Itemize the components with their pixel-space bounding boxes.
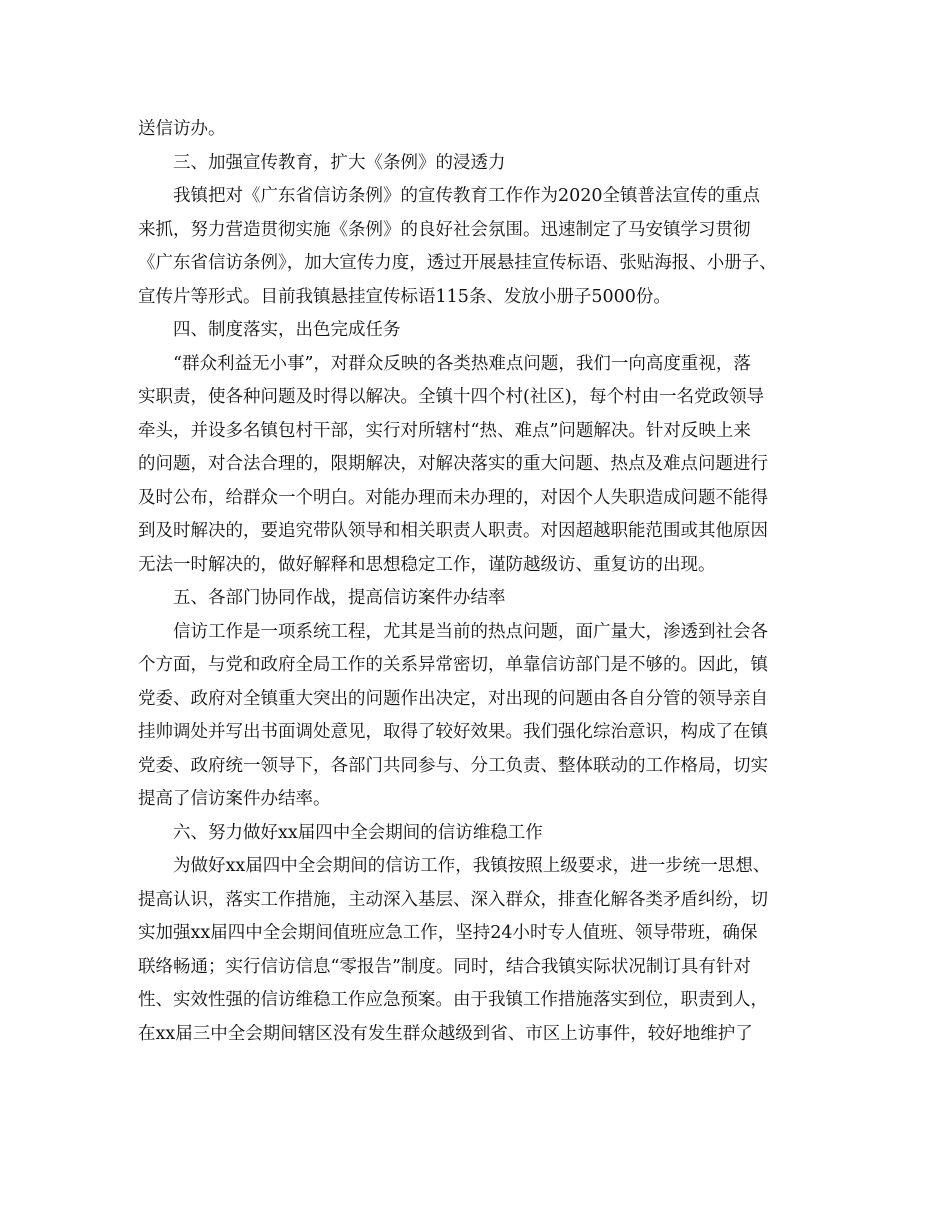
document-text-line: 牵头，并设多名镇包村干部，实行对所辖村“热、难点”问题解决。针对反映上来 [138, 420, 751, 441]
document-text-line: 及时公布，给群众一个明白。对能办理而未办理的，对因个人失职造成问题不能得 [138, 487, 768, 508]
document-text-line: 联络畅通；实行信访信息“零报告”制度。同时，结合我镇实际状况制订具有针对 [138, 956, 751, 977]
document-text-line: 四、制度落实，出色完成任务 [173, 320, 401, 340]
document-text-line: 五、各部门协同作战，提高信访案件办结率 [173, 588, 506, 608]
document-text-line: 实加强xx届四中全会期间值班应急工作，坚持24小时专人值班、领导带班，确保 [138, 923, 758, 943]
document-text-line: 我镇把对《广东省信访条例》的宣传教育工作作为2020全镇普法宣传的重点 [173, 186, 761, 206]
document-body [138, 113, 828, 1051]
document-text-line: 提高认识，落实工作措施，主动深入基层、深入群众，排查化解各类矛盾纠纷，切 [138, 889, 768, 910]
document-text-line: 送信访办。 [138, 119, 226, 139]
document-text-line: 在xx届三中全会期间辖区没有发生群众越级到省、市区上访事件，较好地维护了 [138, 1023, 753, 1044]
document-text-line: 到及时解决的，要追究带队领导和相关职责人职责。对因超越职能范围或其他原因 [138, 521, 768, 541]
document-text-line: 《广东省信访条例》，加大宣传力度，透过开展悬挂宣传标语、张贴海报、小册子、 [138, 253, 777, 273]
document-text-line: 为做好xx届四中全会期间的信访工作，我镇按照上级要求，进一步统一思想、 [173, 856, 771, 876]
document-text-line: 党委、政府统一领导下，各部门共同参与、分工负责、整体联动的工作格局，切实 [138, 755, 768, 776]
document-text-line: 三、加强宣传教育，扩大《条例》的浸透力 [173, 152, 506, 173]
document-text-line: 信访工作是一项系统工程，尤其是当前的热点问题，面广量大，渗透到社会各 [173, 621, 768, 642]
document-text-line: 个方面，与党和政府全局工作的关系异常密切，单靠信访部门是不够的。因此，镇 [138, 655, 768, 675]
document-text-line: 挂帅调处并写出书面调处意见，取得了较好效果。我们强化综治意识，构成了在镇 [138, 722, 768, 742]
document-text-line: 的问题，对合法合理的，限期解决，对解决落实的重大问题、热点及难点问题进行 [138, 454, 768, 474]
document-text-line: 实职责，使各种问题及时得以解决。全镇十四个村(社区)，每个村由一名党政领导 [138, 387, 765, 407]
document-text-line: 党委、政府对全镇重大突出的问题作出决定，对出现的问题由各自分管的领导亲自 [138, 688, 768, 709]
document-text-line: 六、努力做好xx届四中全会期间的信访维稳工作 [173, 822, 543, 843]
document-text-line: 宣传片等形式。目前我镇悬挂宣传标语115条、发放小册子5000份。 [138, 286, 671, 307]
document-text-line: 来抓，努力营造贯彻实施《条例》的良好社会氛围。迅速制定了马安镇学习贯彻 [138, 219, 751, 240]
document-text-line: 无法一时解决的，做好解释和思想稳定工作，谨防越级访、重复访的出现。 [138, 554, 716, 575]
document-text-line: 性、实效性强的信访维稳工作应急预案。由于我镇工作措施落实到位，职责到人， [138, 990, 768, 1010]
document-text-line: 提高了信访案件办结率。 [138, 789, 331, 809]
document-text-line: “群众利益无小事”，对群众反映的各类热难点问题，我们一向高度重视，落 [173, 353, 751, 374]
